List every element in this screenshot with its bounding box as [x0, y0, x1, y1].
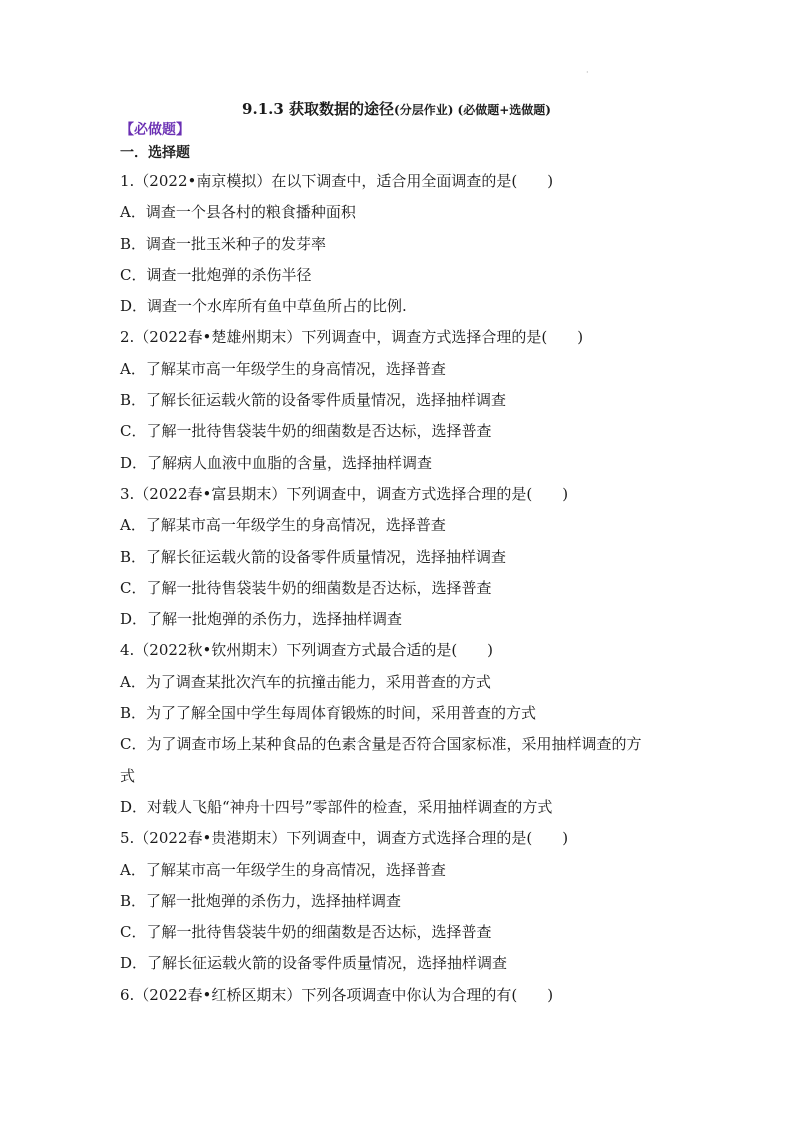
- corner-mark: ·: [586, 68, 589, 77]
- required-tag: 【必做题】: [120, 122, 190, 138]
- option-line: C．调查一批炮弹的杀伤半径: [120, 265, 312, 284]
- option-line: A．为了调查某批次汽车的抗撞击能力，采用普查的方式: [120, 672, 491, 691]
- question-line: 2.（2022春•楚雄州期末）下列调查中，调查方式选择合理的是( ): [120, 328, 584, 347]
- question-line: 1.（2022•南京模拟）在以下调查中，适合用全面调查的是( ): [120, 172, 554, 190]
- section-heading: 一．选择题: [120, 145, 190, 161]
- page-title: [0, 98, 793, 119]
- option-line: D．了解长征运载火箭的设备零件质量情况，选择抽样调查: [120, 954, 508, 973]
- option-line: D．了解病人血液中血脂的含量，选择抽样调查: [120, 453, 433, 472]
- option-line: A．调查一个县各村的粮食播种面积: [120, 203, 356, 222]
- question-line: 3.（2022春•富县期末）下列调查中，调查方式选择合理的是( ): [120, 484, 569, 503]
- option-line: A．了解某市高一年级学生的身高情况，选择普查: [120, 516, 446, 535]
- option-line: D．了解一批炮弹的杀伤力，选择抽样调查: [120, 610, 403, 629]
- option-line: C．了解一批待售袋装牛奶的细菌数是否达标，选择普查: [120, 923, 492, 942]
- option-line: C．了解一批待售袋装牛奶的细菌数是否达标，选择普查: [120, 422, 492, 441]
- question-list: [120, 166, 690, 1011]
- title-main: 9.1.3 获取数据的途径: [242, 100, 395, 118]
- option-line: B．调查一批玉米种子的发芽率: [120, 234, 327, 253]
- question-line: 6.（2022春•红桥区期末）下列各项调查中你认为合理的有( ): [120, 985, 554, 1004]
- option-line: C．为了调查市场上某种食品的色素含量是否符合国家标准，采用抽样调查的方: [120, 735, 642, 754]
- option-line: A．了解某市高一年级学生的身高情况，选择普查: [120, 359, 446, 378]
- title-sub: (分层作业) (必做题+选做题): [394, 103, 551, 117]
- option-line: B．了解长征运载火箭的设备零件质量情况，选择抽样调查: [120, 547, 507, 566]
- option-line: B．了解一批炮弹的杀伤力，选择抽样调查: [120, 891, 402, 910]
- option-line: B．了解长征运载火箭的设备零件质量情况，选择抽样调查: [120, 391, 507, 410]
- option-line: D．对载人飞船“神舟十四号”零部件的检查，采用抽样调查的方式: [120, 797, 553, 816]
- option-line: B．为了了解全国中学生每周体育锻炼的时间，采用普查的方式: [120, 704, 537, 723]
- option-line: D．调查一个水库所有鱼中草鱼所占的比例.: [120, 297, 407, 316]
- option-line: A．了解某市高一年级学生的身高情况，选择普查: [120, 860, 446, 879]
- question-line: 4.（2022秋•钦州期末）下列调查方式最合适的是( ): [120, 641, 494, 660]
- option-line: C．了解一批待售袋装牛奶的细菌数是否达标，选择普查: [120, 578, 492, 597]
- question-line: 5.（2022春•贵港期末）下列调查中，调查方式选择合理的是( ): [120, 829, 569, 848]
- option-line-continued: 式: [120, 766, 136, 785]
